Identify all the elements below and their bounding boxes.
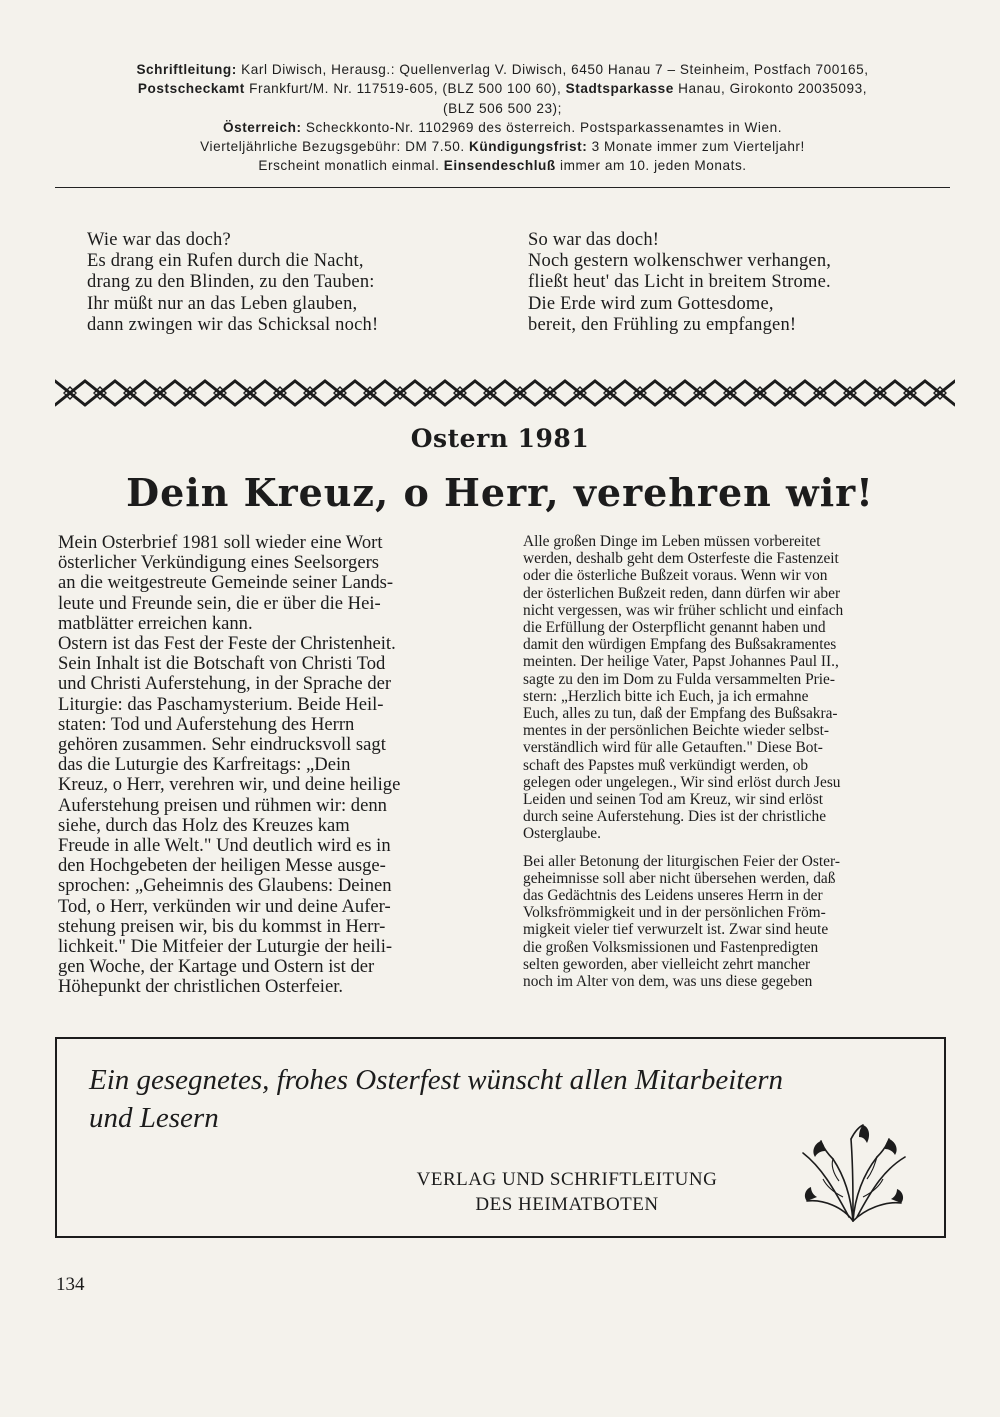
article-line: das die Luturgie des Karfreitags: „Dein [58, 754, 351, 776]
article-line: Höhepunkt der christlichen Osterfeier. [58, 976, 344, 998]
article-line: gelegen oder ungelegen., Wir sind erlöst durch Jesu [523, 773, 841, 791]
article-line: verständlich wird für alle Getauften." Diese Bot- [523, 739, 823, 757]
article-line: durch seine Auferstehung. Dies ist der christliche [523, 808, 827, 826]
article-line: matblätter erreichen kann. [58, 612, 253, 634]
article-line: oder die österliche Bußzeit voraus. Wenn wir von [523, 567, 828, 585]
imprint-line [55, 60, 950, 79]
imprint-line [55, 99, 950, 118]
imprint-text: immer am 10. jeden Monats. [555, 158, 747, 174]
poem-line: Die Erde wird zum Gottesdome, [528, 293, 774, 314]
imprint-label: Schriftleitung: [136, 62, 237, 77]
article-line: Sein Inhalt ist die Botschaft von Christi Tod [58, 653, 386, 675]
imprint-text: Frankfurt/M. Nr. 117519-605, (BLZ 500 100 60), [244, 81, 566, 97]
article-line: Tod, o Herr, verkünden wir und deine Aufer- [58, 895, 391, 917]
article-column-left [58, 533, 490, 998]
article-line: selten geworden, aber vielleicht zehrt mancher [523, 955, 811, 973]
article-line: die Erfüllung der Osterpflicht genannt haben und [523, 619, 826, 637]
easter-greeting-box [55, 1037, 946, 1238]
article-line: Freude in alle Welt." Und deutlich wird es in [58, 835, 391, 857]
article-line: noch im Alter von dem, was uns diese gegeben [523, 973, 813, 991]
article-line: sagte zu den im Dom zu Fulda versammelten Prie- [523, 670, 836, 688]
article-line: gen Woche, der Kartage und Ostern ist der [58, 956, 375, 978]
poem-right-stanza [528, 230, 948, 336]
article-line: migkeit vieler tief verwurzelt ist. Zwar sind heute [523, 921, 829, 939]
poem-line: drang zu den Blinden, zu den Tauben: [87, 272, 375, 293]
article-line: werden, deshalb geht dem Osterfeste die Fastenzeit [523, 550, 839, 568]
greeting-signoff [317, 1167, 817, 1217]
imprint-line [55, 137, 950, 156]
poem-line: Ihr müßt nur an das Leben glauben, [87, 293, 358, 314]
greeting-line: und Lesern [89, 1102, 219, 1134]
article-line: und Christi Auferstehung, in der Sprache der [58, 673, 392, 695]
imprint-label: Einsendeschluß [443, 158, 556, 174]
imprint-label: Kündigungsfrist: [468, 139, 588, 155]
article-line: mentes in der persönlichen Beichte wieder selbst- [523, 722, 830, 740]
article-line: gehören zusammen. Sehr eindrucksvoll sagt [58, 734, 386, 756]
article-line: staten: Tod und Auferstehung des Herrn [58, 713, 355, 735]
article-kicker: Ostern 1981 [410, 424, 590, 453]
article-line: lichkeit." Die Mitfeier der Luturgie der heili- [58, 936, 393, 958]
braid-ornament [55, 376, 955, 410]
article-line: Euch, alles zu tun, daß der Empfang des Bußsakra- [523, 705, 838, 723]
poem-line: Wie war das doch? [87, 230, 231, 250]
article-line: geheimnisse soll aber nicht übersehen werden, daß [523, 869, 836, 887]
poem-line: dann zwingen wir das Schicksal noch! [87, 314, 379, 335]
article-line: meinten. Der heilige Vater, Papst Johannes Paul II., [523, 653, 839, 671]
imprint-text: Scheckkonto-Nr. 1102969 des österreich. Postsparkassenamtes in Wien. [301, 119, 783, 135]
imprint-line [55, 156, 950, 175]
poem-line: fließt heut' das Licht in breitem Strome. [528, 272, 831, 293]
article-line: Auferstehung preisen und rühmen wir: denn [58, 794, 387, 816]
article-line: das Gedächtnis des Leidens unseres Herrn in der [523, 887, 823, 905]
poem-line: Es drang ein Rufen durch die Nacht, [87, 251, 364, 272]
article-line: die großen Volksmissionen und Fastenpredigten [523, 938, 819, 956]
greeting-line: Ein gesegnetes, frohes Osterfest wünscht allen Mitarbeitern [89, 1064, 784, 1096]
imprint-line [55, 79, 950, 98]
paragraph-gap [523, 843, 955, 853]
article-line: an die weitgestreute Gemeinde seiner Lands- [58, 572, 394, 594]
imprint-text: (BLZ 506 500 23); [443, 100, 562, 116]
imprint-line [55, 118, 950, 137]
article-line: sprochen: „Geheimnis des Glaubens: Deinen [58, 875, 392, 897]
article-line: Volksfrömmigkeit und in der persönlichen Fröm- [523, 904, 826, 922]
poem-line: So war das doch! [528, 230, 660, 250]
imprint-text: 3 Monate immer zum Vierteljahr! [587, 139, 805, 155]
poem-left-stanza [87, 230, 487, 336]
imprint-text: Erscheint monatlich einmal. [258, 158, 444, 174]
article-column-right [523, 533, 955, 990]
article-line: damit den würdigen Empfang des Bußsakramentes [523, 636, 837, 654]
article-line: Alle großen Dinge im Leben müssen vorbereitet [523, 533, 821, 550]
article-line: Osterglaube. [523, 825, 601, 843]
article-line: Leiden und seinen Tod am Kreuz, wir sind erlöst [523, 791, 823, 809]
article-line: siehe, durch das Holz des Kreuzes kam [58, 814, 350, 836]
imprint-label: Österreich: [222, 119, 302, 135]
article-line: Bei aller Betonung der liturgischen Feier der Oster- [523, 852, 840, 870]
article-line: Mein Osterbrief 1981 soll wieder eine Wort [58, 532, 383, 553]
article-line: Liturgie: das Paschamysterium. Beide Heil- [58, 693, 384, 715]
masthead-imprint [55, 60, 950, 176]
imprint-text: Vierteljährliche Bezugsgebühr: DM 7.50. [200, 139, 469, 155]
snowdrop-flower-illustration [793, 1117, 913, 1225]
imprint-text: Karl Diwisch, Herausg.: Quellenverlag V. Diwisch, 6450 Hanau 7 – Steinheim, Postfach 700165, [236, 62, 869, 77]
signoff-line: DES HEIMATBOTEN [475, 1194, 659, 1215]
article-line: leute und Freunde sein, die er über die Hei- [58, 592, 381, 614]
masthead-divider [55, 187, 950, 188]
imprint-label: Postscheckamt [137, 81, 245, 97]
article-line: Ostern ist das Fest der Feste der Christenheit. [58, 633, 396, 655]
article-line: der österlichen Bußzeit reden, dann dürfen wir aber [523, 584, 841, 602]
article-line: den Hochgebeten der heiligen Messe ausge- [58, 855, 386, 877]
article-line: stern: „Herzlich bitte ich Euch, ja ich ermahne [523, 687, 809, 705]
page-number: 134 [56, 1274, 85, 1295]
article-line: österlicher Verkündigung eines Seelsorgers [58, 552, 380, 574]
article-line: nicht vergessen, was wir früher schlicht und einfach [523, 601, 844, 619]
poem-line: Noch gestern wolkenschwer verhangen, [528, 251, 832, 272]
signoff-line: VERLAG UND SCHRIFTLEITUNG [416, 1169, 718, 1190]
imprint-label: Stadtsparkasse [565, 81, 674, 97]
article-headline: Dein Kreuz, o Herr, verehren wir! [126, 470, 874, 515]
article-line: stehung preisen wir, bis du kommst in Herr- [58, 915, 386, 937]
poem-line: bereit, den Frühling zu empfangen! [528, 314, 797, 335]
article-line: Kreuz, o Herr, verehren wir, und deine heilige [58, 774, 401, 796]
imprint-text: Hanau, Girokonto 20035093, [673, 81, 868, 97]
article-line: schaft des Papstes muß verkündigt werden, ob [523, 756, 809, 774]
